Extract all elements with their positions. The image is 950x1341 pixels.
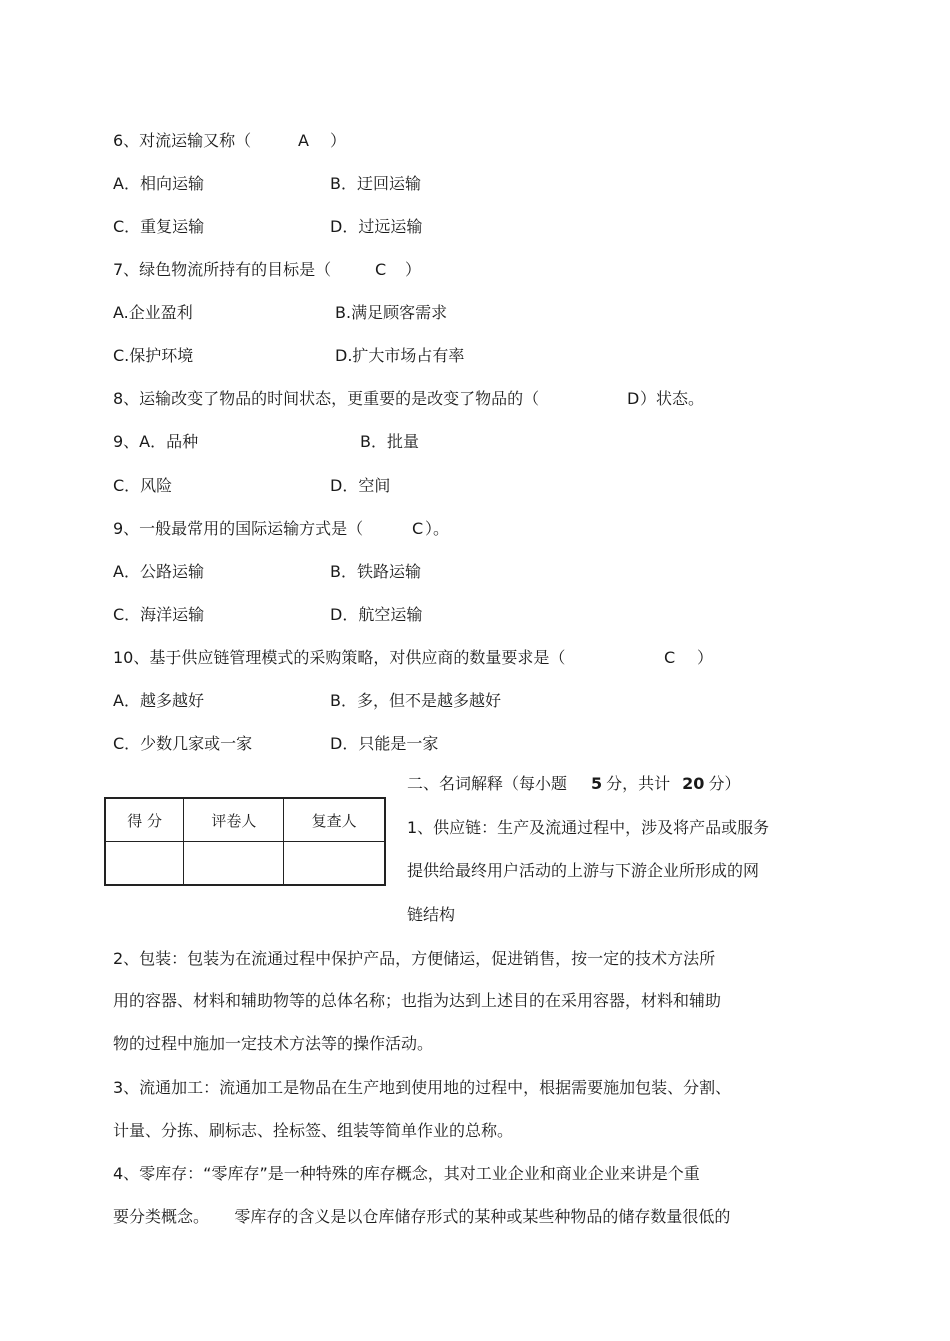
question-10 <box>113 648 714 668</box>
question-9 <box>113 519 450 539</box>
section-2-title <box>407 774 740 794</box>
question-close: ） <box>697 648 714 667</box>
score-table <box>104 797 386 886</box>
definition-3-line-2: 计量、分拣、刷标志、拴标签、组装等简单作业的总称。 <box>113 1121 514 1140</box>
option-b: B．迂回运输 <box>330 174 421 193</box>
score-cell[interactable] <box>105 842 184 886</box>
header-grader: 评卷人 <box>184 798 284 842</box>
option-a: 9、A．品种 <box>113 432 199 451</box>
definition-2-line-1: 2、包装：包装为在流通过程中保护产品，方便储运，促进销售，按一定的技术方法所 <box>113 949 716 968</box>
title-part-c: 分） <box>708 774 741 793</box>
grader-cell[interactable] <box>184 842 284 886</box>
option-b: B.满足顾客需求 <box>335 303 448 322</box>
question-stem: 8、运输改变了物品的时间状态，更重要的是改变了物品的（ <box>113 389 540 408</box>
definition-2-line-3: 物的过程中施加一定技术方法等的操作活动。 <box>113 1034 434 1053</box>
definition-2-line-2: 用的容器、材料和辅助物等的总体名称；也指为达到上述目的在采用容器，材料和辅助 <box>113 991 722 1010</box>
points-total: 20 <box>682 774 705 793</box>
option-c: C．少数几家或一家 <box>113 734 253 753</box>
definition-1-line-1: 1、供应链：生产及流通过程中，涉及将产品或服务 <box>407 818 770 837</box>
points-each: 5 <box>591 774 603 793</box>
option-d: D.扩大市场占有率 <box>335 346 465 365</box>
answer-letter: C <box>664 648 676 667</box>
definition-3-line-1: 3、流通加工：流通加工是物品在生产地到使用地的过程中，根据需要施加包装、分割、 <box>113 1078 732 1097</box>
option-b: B．多，但不是越多越好 <box>330 691 501 710</box>
question-6 <box>113 131 347 151</box>
question-close: ） <box>405 260 422 279</box>
option-c: C.保护环境 <box>113 346 194 365</box>
question-close: ）。 <box>425 519 450 538</box>
question-stem: 6、对流运输又称（ <box>113 131 252 150</box>
definition-4-line-1: 4、零库存：“零库存”是一种特殊的库存概念，其对工业企业和商业企业来讲是个重 <box>113 1164 700 1183</box>
option-b: B．铁路运输 <box>330 562 421 581</box>
answer-letter: D <box>627 389 640 408</box>
option-d: D．过远运输 <box>330 217 423 236</box>
option-c: C．海洋运输 <box>113 605 205 624</box>
option-b: B．批量 <box>360 432 419 451</box>
option-a: A．越多越好 <box>113 691 204 710</box>
question-close: ） <box>330 131 347 150</box>
option-a: A．相向运输 <box>113 174 204 193</box>
option-d: D．航空运输 <box>330 605 423 624</box>
answer-letter: A <box>298 131 309 150</box>
question-stem: 9、一般最常用的国际运输方式是（ <box>113 519 364 538</box>
option-c: C．重复运输 <box>113 217 205 236</box>
header-reviewer: 复查人 <box>284 798 385 842</box>
option-c: C．风险 <box>113 476 173 495</box>
header-score: 得 分 <box>105 798 184 842</box>
title-part-a: 二、名词解释（每小题 <box>407 774 568 793</box>
option-a: A．公路运输 <box>113 562 204 581</box>
answer-letter: C <box>412 519 424 538</box>
option-d: D．只能是一家 <box>330 734 439 753</box>
definition-4-line-2: 要分类概念。 零库存的含义是以仓库储存形式的某种或某些种物品的储存数量很低的 <box>113 1207 731 1226</box>
question-stem: 7、绿色物流所持有的目标是（ <box>113 260 332 279</box>
option-a: A.企业盈利 <box>113 303 193 322</box>
question-8 <box>113 389 705 409</box>
reviewer-cell[interactable] <box>284 842 385 886</box>
definition-1-line-3: 链结构 <box>407 905 456 924</box>
question-close: ）状态。 <box>640 389 705 408</box>
question-stem: 10、基于供应链管理模式的采购策略，对供应商的数量要求是（ <box>113 648 566 667</box>
answer-letter: C <box>375 260 387 279</box>
title-part-b: 分，共计 <box>606 774 671 793</box>
option-d: D．空间 <box>330 476 391 495</box>
definition-1-line-2: 提供给最终用户活动的上游与下游企业所形成的网 <box>407 861 760 880</box>
question-7 <box>113 260 422 280</box>
